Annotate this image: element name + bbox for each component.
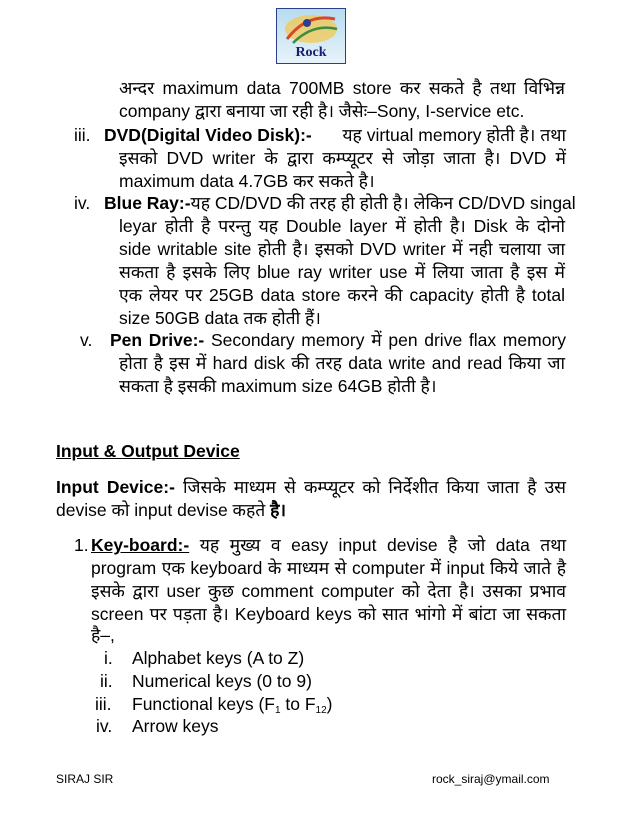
dvd-line-1-rest: यह virtual memory होती है। तथा xyxy=(342,125,566,145)
pendrive-title: Pen Drive:- xyxy=(110,330,205,350)
bluray-line-1-rest: यह CD/DVD की तरह ही होती है। लेकिन CD/DVD singal xyxy=(190,193,576,213)
key-type-marker: iv. xyxy=(96,716,113,736)
key-type-item: Numerical keys (0 to 9) xyxy=(132,671,312,691)
input-device-line-2 xyxy=(56,500,286,521)
dvd-line-3: maximum data 4.7GB कर सकते है। xyxy=(119,171,375,191)
key-type-item: Arrow keys xyxy=(132,716,219,736)
pendrive-line-3: सकता है इसकी maximum size 64GB होती है। xyxy=(119,376,437,396)
bluray-line-5: एक लेयर पर 25GB data store करने की capacity होती है total xyxy=(119,285,565,305)
keyboard-line-3: इसके द्वारा user कुछ comment computer को देता है। उसका प्रभाव xyxy=(91,581,566,601)
logo-text: Rock xyxy=(295,45,327,60)
bluray-line-6: size 50GB data तक होती हैं। xyxy=(119,308,321,328)
keyboard-line-1 xyxy=(91,535,566,556)
keyboard-line-5: है–, xyxy=(91,625,115,645)
para-top-line-2: company द्वारा बनाया जा रही है। जैसेः–Sony, I-service etc. xyxy=(119,101,525,121)
keyboard-line-2: program एक keyboard के माध्यम से computer में input किये जाते है xyxy=(91,558,566,578)
pendrive-line-1-rest: Secondary memory में pen drive flax memory xyxy=(210,330,567,350)
bluray-line-2: leyar होती है परन्तु यह Double layer में होती है। Disk के दोनो xyxy=(119,216,565,236)
list-marker-v: v. xyxy=(80,330,93,350)
bluray-title: Blue Ray:- xyxy=(104,193,191,213)
dvd-line-2: इसको DVD writer के द्वारा कम्प्यूटर से जोड़ा जाता है। DVD में xyxy=(119,148,566,168)
dvd-title: DVD(Digital Video Disk):- xyxy=(104,125,312,145)
key-type-marker: iii. xyxy=(95,694,112,714)
bluray-line-1 xyxy=(104,193,576,214)
pendrive-line-1 xyxy=(110,330,566,351)
bluray-line-3: side writable site होती है। इसको DVD writer में नही चलाया जा xyxy=(119,239,565,259)
footer-left: SIRAJ SIR xyxy=(56,772,114,786)
input-device-line-1 xyxy=(56,477,566,498)
functional-keys-sub-1: 1 xyxy=(274,705,281,716)
pendrive-line-2: होता है इस में hard disk की तरह data write and read किया जा xyxy=(119,353,565,373)
input-device-line-1-rest: जिसके माध्यम से कम्प्यूटर को निर्देशीत किया जाता है उस xyxy=(182,477,566,497)
list-marker-iv: iv. xyxy=(74,193,91,213)
list-marker-iii: iii. xyxy=(74,125,91,145)
keyboard-line-4: screen पर पड़ता है। Keyboard keys को सात भांगो में बांटा जा सकता xyxy=(91,604,566,624)
section-heading: Input & Output Device xyxy=(56,441,240,461)
logo-swoosh-icon xyxy=(277,9,345,49)
footer-right: rock_siraj@ymail.com xyxy=(432,772,550,786)
keyboard-line-1-rest: यह मुख्य व easy input devise है जो data तथा xyxy=(199,535,567,555)
keyboard-title: Key-board:- xyxy=(91,535,190,555)
functional-keys-mid: to F xyxy=(280,694,316,714)
functional-keys-suffix: ) xyxy=(326,694,333,714)
bluray-line-4: सकता है इसके लिए blue ray writer use में लिया जाता है इस में xyxy=(119,262,565,282)
input-device-line-2-bold: है। xyxy=(270,500,287,520)
input-device-title: Input Device:- xyxy=(56,477,175,497)
para-top-line-1: अन्दर maximum data 700MB store कर सकते है तथा विभिन्न xyxy=(119,78,565,98)
key-type-marker: ii. xyxy=(100,671,113,691)
input-device-line-2-text: devise को input devise कहते xyxy=(56,500,266,520)
key-type-marker: i. xyxy=(104,648,113,668)
rock-logo xyxy=(276,8,346,64)
functional-keys-prefix: Functional keys (F xyxy=(132,694,275,714)
list-marker-1: 1. xyxy=(74,535,89,555)
key-type-item: Alphabet keys (A to Z) xyxy=(132,648,305,668)
functional-keys-sub-12: 12 xyxy=(315,705,327,716)
dvd-line-1 xyxy=(104,125,566,146)
